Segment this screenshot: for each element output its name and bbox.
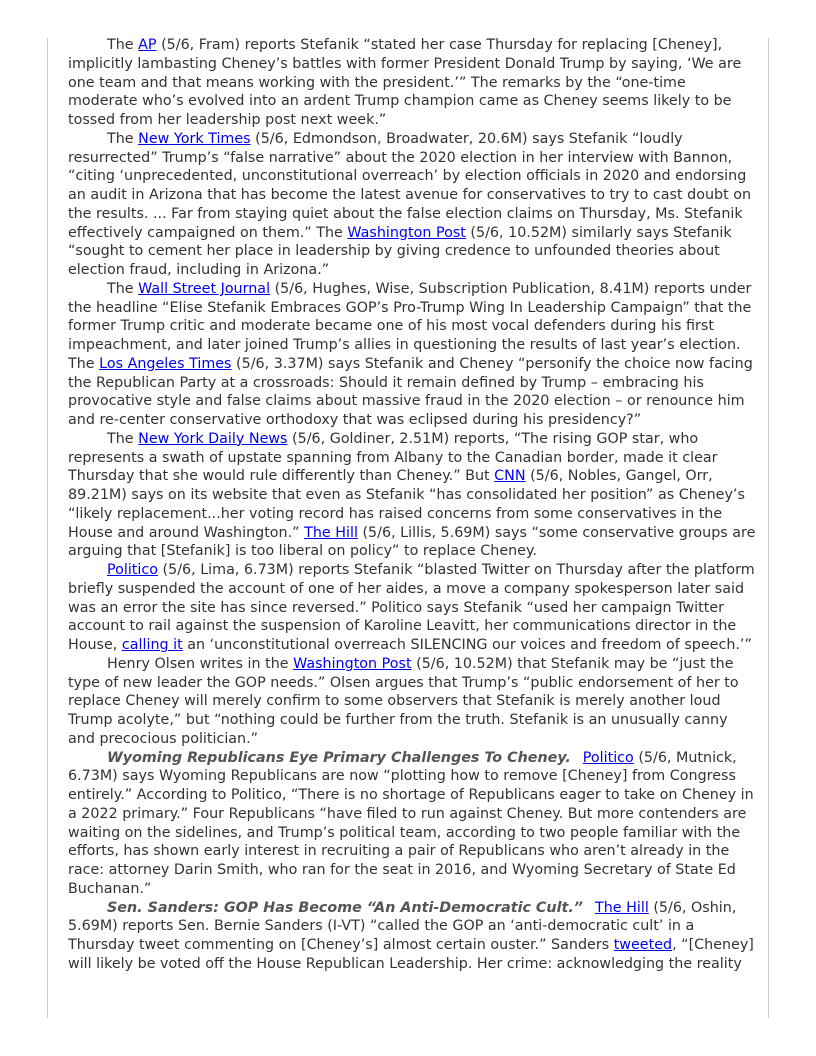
- body-text: (5/6, 3.37M) says Stefanik and Cheney “personify the choice now facing the Republican Party at a crossroads: Should it remain defined by Trump – embracing his provocative style and false claims about massive fraud in the 2020 election – or renounce him and re-center conservative orthodoxy that was eclipsed during his presidency?”: [68, 355, 753, 428]
- body-text: (5/6, Lima, 6.73M) reports Stefanik “blasted Twitter on Thursday after the platform briefly suspended the account of one of her aides, a move a company spokesperson later said was an error the site has since reversed.” Politico says Stefanik “used her campaign Twitter account to rail against the suspension of Karoline Leavitt, her communications director in the House,: [68, 562, 755, 653]
- paragraph: [68, 36, 756, 130]
- link-new-york-daily-news[interactable]: New York Daily News: [138, 430, 288, 447]
- body-text: The: [107, 130, 139, 147]
- section-heading: Sen. Sanders: GOP Has Become “An Anti-Democratic Cult.”: [107, 899, 583, 916]
- body-text: (5/6, Goldiner, 2.51M) reports, “The rising GOP star, who represents a swath of upstate spanning from Albany to the Canadian border, made it clear Thursday that she would rule differently than Cheney.” But: [68, 430, 718, 485]
- article-body: [68, 36, 756, 974]
- link-wall-street-journal[interactable]: Wall Street Journal: [138, 280, 271, 297]
- paragraph: [68, 749, 756, 899]
- paragraph: [68, 280, 756, 430]
- link-the-hill[interactable]: The Hill: [594, 899, 649, 916]
- paragraph: [68, 430, 756, 561]
- body-text: (5/6, Edmondson, Broadwater, 20.6M) says Stefanik “loudly resurrected” Trump’s “false narrative” about the 2020 election in her interview with Bannon, “citing ‘unprecedented, unconstitutional overreach’ by election officials in 2020 and endorsing an audit in Arizona that has become the latest avenue for conservatives to try to cast doubt on the results. ... Far from staying quiet about the false election claims on Thursday, Ms. Stefanik effectively campaigned on them.” The: [68, 130, 752, 241]
- body-text: an ‘unconstitutional overreach SILENCING our voices and freedom of speech.’”: [182, 637, 752, 653]
- link-ap[interactable]: AP: [138, 37, 157, 53]
- body-text: (5/6, Nobles, Gangel, Orr, 89.21M) says on its website that even as Stefanik “has consolidated her position” as Cheney’s “likely replacement...her voting record has raised concerns from some conservatives in the House and around Washington.”: [68, 468, 745, 541]
- body-text: (5/6, Fram) reports Stefanik “stated her case Thursday for replacing [Cheney], implicitly lambasting Cheney’s battles with former President Donald Trump by saying, ‘We are one team and that means working with the president.’” The remarks by the “one-time moderate who’s evolved into an ardent Trump champion came as Cheney seems likely to be tossed from her leadership post next week.”: [68, 37, 742, 128]
- link-new-york-times[interactable]: New York Times: [138, 130, 251, 147]
- link-politico[interactable]: Politico: [107, 562, 158, 578]
- body-text: The: [107, 280, 139, 297]
- paragraph: [68, 655, 756, 749]
- link-washington-post[interactable]: Washington Post: [293, 655, 412, 672]
- body-text: Henry Olsen writes in the: [107, 655, 294, 672]
- link-politico[interactable]: Politico: [582, 749, 634, 766]
- link-tweeted[interactable]: tweeted: [613, 937, 673, 953]
- body-text: (5/6, Lillis, 5.69M) says “some conservative groups are arguing that [Stefanik] is too liberal on policy” to replace Cheney.: [68, 524, 756, 560]
- body-text: (5/6, 10.52M) that Stefanik may be “just the type of new leader the GOP needs.” Olsen argues that Trump’s “public endorsement of her to replace Cheney will merely confirm to some observers that Stefanik is merely another loud Trump acolyte,” but “nothing could be further from the truth. Stefanik is an unusually canny and precocious politician.”: [68, 655, 739, 747]
- body-text: (5/6, 10.52M) similarly says Stefanik “sought to cement her place in leadership by giving credence to unfounded theories about election fraud, including in Arizona.”: [68, 224, 732, 278]
- paragraph: [68, 130, 756, 280]
- paragraph: [68, 899, 756, 974]
- left-margin-rule: [47, 38, 48, 1018]
- body-text: The: [107, 37, 139, 53]
- link-the-hill[interactable]: The Hill: [304, 524, 358, 541]
- body-text: (5/6, Mutnick, 6.73M) says Wyoming Republicans are now “plotting how to remove [Cheney] from Congress entirely.” According to Politico, “There is no shortage of Republicans eager to take on Cheney in a 2022 primary.” Four Republicans “have filed to run against Cheney. But more contenders are waiting on the sidelines, and Trump’s political team, according to two people familiar with the efforts, has shown early interest in recruiting a pair of Republicans who aren’t already in the race: attorney Darin Smith, who ran for the seat in 2016, and Wyoming Secretary of State Ed Buchanan.”: [68, 749, 754, 897]
- section-heading: Wyoming Republicans Eye Primary Challenges To Cheney.: [107, 749, 571, 766]
- body-text: (5/6, Hughes, Wise, Subscription Publication, 8.41M) reports under the headline “Elise Stefanik Embraces GOP’s Pro-Trump Wing In Leadership Campaign” that the former Trump critic and moderate became one of his most vocal defenders during his first impeachment, and later joined Trump’s allies in questioning the results of last year’s election. The: [68, 280, 752, 372]
- body-text: (5/6, Oshin, 5.69M) reports Sen. Bernie Sanders (I-VT) “called the GOP an ‘anti-democratic cult’ in a Thursday tweet commenting on [Cheney’s] almost certain ouster.” Sanders: [68, 899, 737, 953]
- link-washington-post[interactable]: Washington Post: [347, 224, 466, 241]
- body-text: The: [107, 430, 139, 447]
- link-calling-it[interactable]: calling it: [121, 637, 183, 653]
- paragraph: [68, 561, 756, 655]
- link-los-angeles-times[interactable]: Los Angeles Times: [99, 355, 232, 372]
- body-text: , “[Cheney] will likely be voted off the House Republican Leadership. Her crime: acknowledging the reality: [68, 937, 754, 972]
- link-cnn[interactable]: CNN: [494, 468, 526, 485]
- right-margin-rule: [768, 38, 769, 1018]
